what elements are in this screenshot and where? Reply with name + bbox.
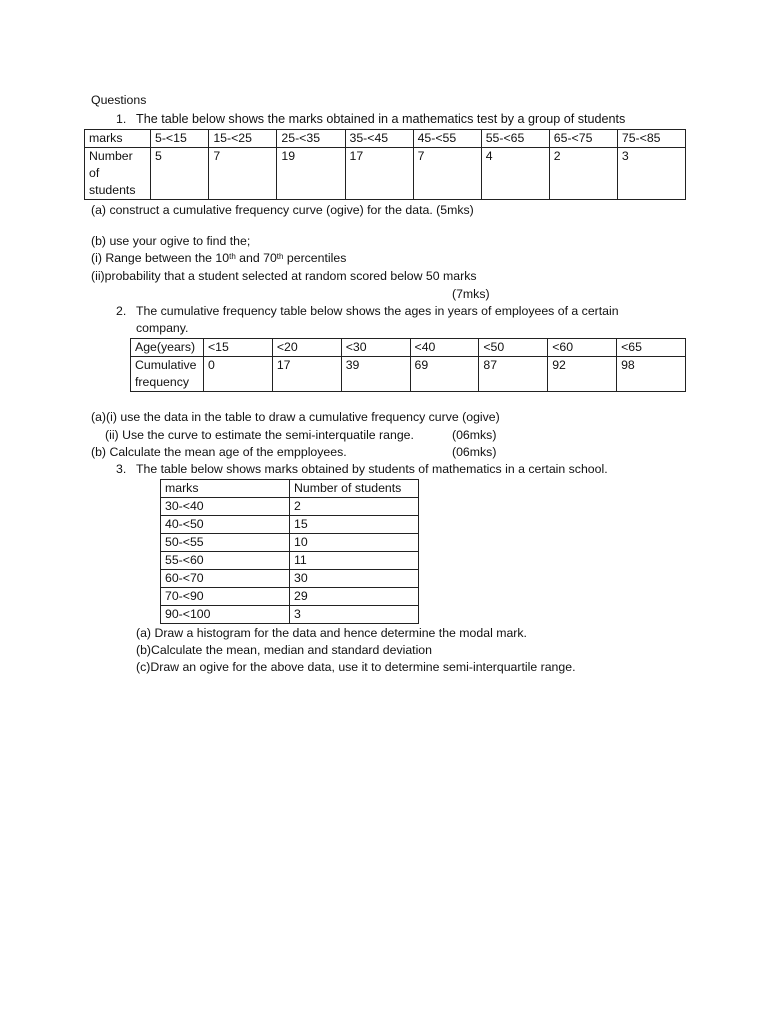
q2-part-a-ii-marks: (06mks) — [452, 428, 497, 442]
q3-class-cell: 70-<90 — [161, 588, 290, 606]
q1-part-b-ii: (ii)probability that a student selected at random scored below 50 marks — [91, 269, 477, 283]
q2-cf-cell: 0 — [204, 357, 273, 392]
q1-marks-table — [84, 129, 686, 200]
q2-header-age: Age(years) — [131, 339, 204, 357]
q2-cf-cell: 87 — [479, 357, 548, 392]
q2-age-table — [130, 338, 686, 392]
q1-frequency-cell: 5 — [151, 148, 209, 200]
q2-age-cell: <20 — [272, 339, 341, 357]
q2-cf-cell: 39 — [341, 357, 410, 392]
q2-cf-cell: 17 — [272, 357, 341, 392]
q3-count-cell: 30 — [290, 570, 419, 588]
q1-class-cell: 25-<35 — [277, 130, 345, 148]
q3-count-cell: 11 — [290, 552, 419, 570]
q1-frequency-cell: 17 — [345, 148, 413, 200]
q2-part-b-marks: (06mks) — [452, 445, 497, 459]
q1-number: 1. — [116, 112, 127, 126]
q1-class-cell: 75-<85 — [617, 130, 685, 148]
q1-part-b-i-and: and 70 — [235, 251, 277, 265]
q2-intro-line2: company. — [136, 321, 189, 335]
superscript-th: th — [276, 252, 284, 261]
q1-header-line: of — [89, 165, 100, 180]
q1-class-cell: 35-<45 — [345, 130, 413, 148]
q1-frequency-cell: 19 — [277, 148, 345, 200]
q2-number: 2. — [116, 304, 127, 318]
q1-class-cell: 5-<15 — [151, 130, 209, 148]
q1-frequency-cell: 2 — [549, 148, 617, 200]
q1-part-a: (a) construct a cumulative frequency curve (ogive) for the data. (5mks) — [91, 203, 474, 217]
q3-count-cell: 29 — [290, 588, 419, 606]
table-row — [161, 534, 419, 552]
q1-header-number-of-students — [85, 148, 151, 200]
q3-count-cell: 3 — [290, 606, 419, 624]
table-row — [161, 516, 419, 534]
q2-part-a-i: (a)(i) use the data in the table to draw a cumulative frequency curve (ogive) — [91, 410, 500, 424]
q1-class-cell: 45-<55 — [413, 130, 481, 148]
table-row — [161, 606, 419, 624]
q3-intro: The table below shows marks obtained by students of mathematics in a certain school. — [136, 462, 608, 476]
q1-part-b: (b) use your ogive to find the; — [91, 234, 251, 248]
q2-header-cumulative-frequency — [131, 357, 204, 392]
q3-marks-table — [160, 479, 419, 624]
q1-class-cell: 15-<25 — [209, 130, 277, 148]
q1-header-line: Number — [89, 149, 133, 163]
q2-age-cell: <15 — [204, 339, 273, 357]
q2-cf-cell: 98 — [617, 357, 686, 392]
q3-class-cell: 90-<100 — [161, 606, 290, 624]
q1-part-b-i — [91, 251, 346, 266]
q2-cf-cell: 92 — [548, 357, 617, 392]
q1-frequency-cell: 3 — [617, 148, 685, 200]
q2-age-cell: <30 — [341, 339, 410, 357]
q1-frequency-cell: 4 — [481, 148, 549, 200]
q3-number: 3. — [116, 462, 127, 476]
q1-header-marks: marks — [85, 130, 151, 148]
q1-part-b-i-suffix: percentiles — [283, 251, 347, 265]
q3-part-a: (a) Draw a histogram for the data and hence determine the modal mark. — [136, 626, 527, 640]
q3-part-c: (c)Draw an ogive for the above data, use it to determine semi-interquartile range. — [136, 660, 576, 674]
table-row — [161, 498, 419, 516]
q3-class-cell: 40-<50 — [161, 516, 290, 534]
table-row — [161, 552, 419, 570]
table-row — [161, 570, 419, 588]
q2-header-line: Cumulative — [135, 358, 197, 372]
q2-header-line: frequency — [135, 374, 190, 389]
q3-header-number-of-students: Number of students — [290, 480, 419, 498]
page-heading: Questions — [91, 93, 147, 107]
superscript-th: th — [229, 252, 236, 261]
q1-frequency-cell: 7 — [413, 148, 481, 200]
q2-part-a-ii: (ii) Use the curve to estimate the semi-interquatile range. — [105, 428, 414, 442]
q3-class-cell: 55-<60 — [161, 552, 290, 570]
q3-count-cell: 15 — [290, 516, 419, 534]
q2-intro-line1: The cumulative frequency table below shows the ages in years of employees of a certain — [136, 304, 619, 318]
q2-age-cell: <40 — [410, 339, 479, 357]
q3-class-cell: 30-<40 — [161, 498, 290, 516]
q3-header-marks: marks — [161, 480, 290, 498]
q3-count-cell: 2 — [290, 498, 419, 516]
q1-class-cell: 65-<75 — [549, 130, 617, 148]
q3-count-cell: 10 — [290, 534, 419, 552]
q3-part-b: (b)Calculate the mean, median and standard deviation — [136, 643, 432, 657]
q1-class-cell: 55-<65 — [481, 130, 549, 148]
q1-frequency-cell: 7 — [209, 148, 277, 200]
q1-marks: (7mks) — [452, 287, 490, 301]
table-row — [161, 588, 419, 606]
q1-intro: The table below shows the marks obtained in a mathematics test by a group of students — [136, 112, 626, 126]
q2-age-cell: <60 — [548, 339, 617, 357]
q1-header-line: students — [89, 182, 136, 197]
q1-part-b-i-text: (i) Range between the 10 — [91, 251, 230, 265]
q2-age-cell: <50 — [479, 339, 548, 357]
q2-part-b: (b) Calculate the mean age of the empployees. — [91, 445, 347, 459]
q3-class-cell: 60-<70 — [161, 570, 290, 588]
q2-cf-cell: 69 — [410, 357, 479, 392]
q2-age-cell: <65 — [617, 339, 686, 357]
q3-class-cell: 50-<55 — [161, 534, 290, 552]
